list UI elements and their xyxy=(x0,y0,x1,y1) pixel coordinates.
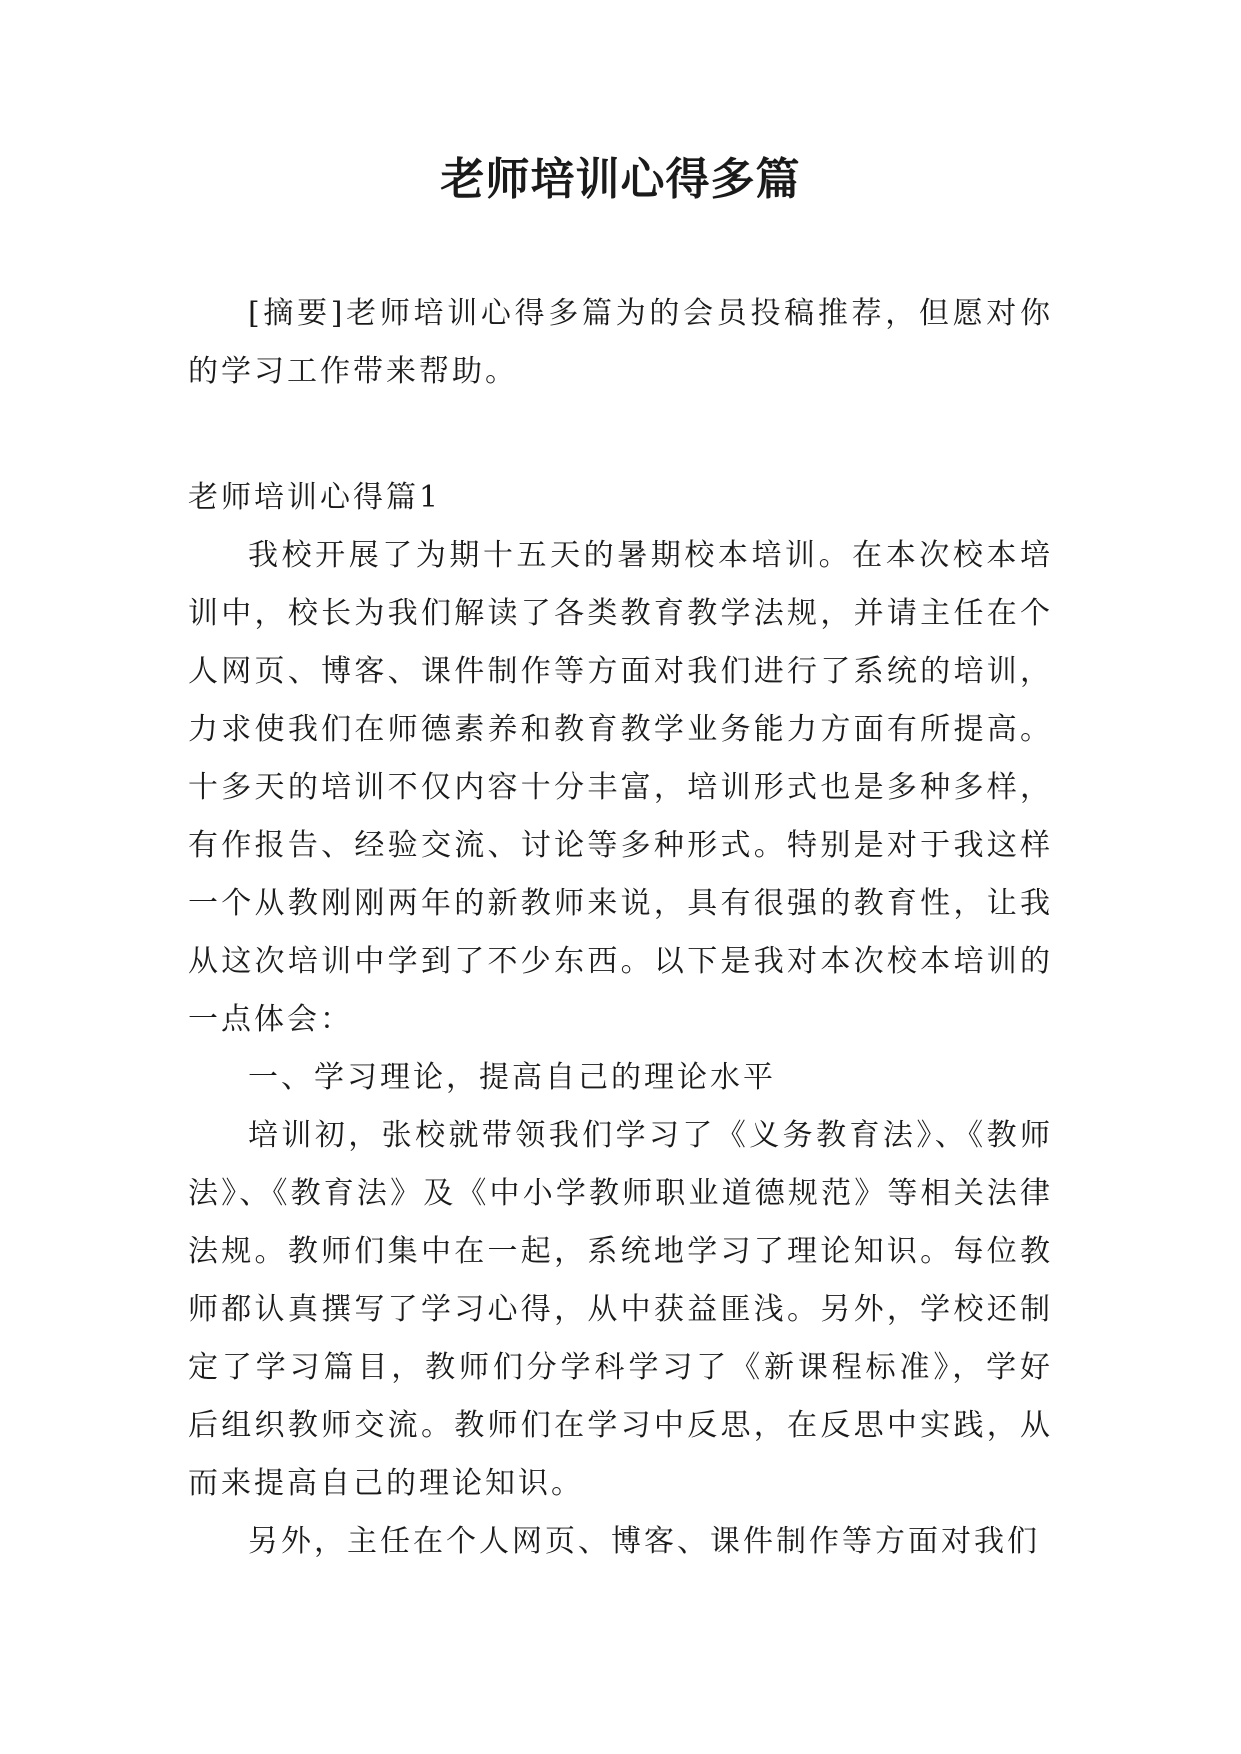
body-paragraph: 另外，主任在个人网页、博客、课件制作等方面对我们 xyxy=(248,1524,1040,1559)
body-paragraph: 培训初，张校就带领我们学习了《义务教育法》、《教师法》、《教育法》及《中小学教师职业道德规范》等相关法律法规。教师们集中在一起，系统地学习了理论知识。每位教师都认真撰写了学习心得，从中获益匪浅。另外，学校还制定了学习篇目，教师们分学科学习了《新课程标准》，学好后组织教师交流。教师们在学习中反思，在反思中实践，从而来提高自己的理论知识。 xyxy=(188,1118,1053,1501)
document-body xyxy=(188,285,1053,1571)
abstract-paragraph: [摘要]老师培训心得多篇为的会员投稿推荐，但愿对你的学习工作带来帮助。 xyxy=(188,296,1053,389)
document-title: 老师培训心得多篇 xyxy=(440,154,801,205)
subheading-paragraph: 一、学习理论，提高自己的理论水平 xyxy=(248,1060,776,1095)
body-paragraph: 我校开展了为期十五天的暑期校本培训。在本次校本培训中，校长为我们解读了各类教育教学法规，并请主任在个人网页、博客、课件制作等方面对我们进行了系统的培训，力求使我们在师德素养和教育教学业务能力方面有所提高。十多天的培训不仅内容十分丰富，培训形式也是多种多样，有作报告、经验交流、讨论等多种形式。特别是对于我这样一个从教刚刚两年的新教师来说，具有很强的教育性，让我从这次培训中学到了不少东西。以下是我对本次校本培训的一点体会： xyxy=(188,538,1053,1037)
section-heading: 老师培训心得篇1 xyxy=(188,480,442,515)
